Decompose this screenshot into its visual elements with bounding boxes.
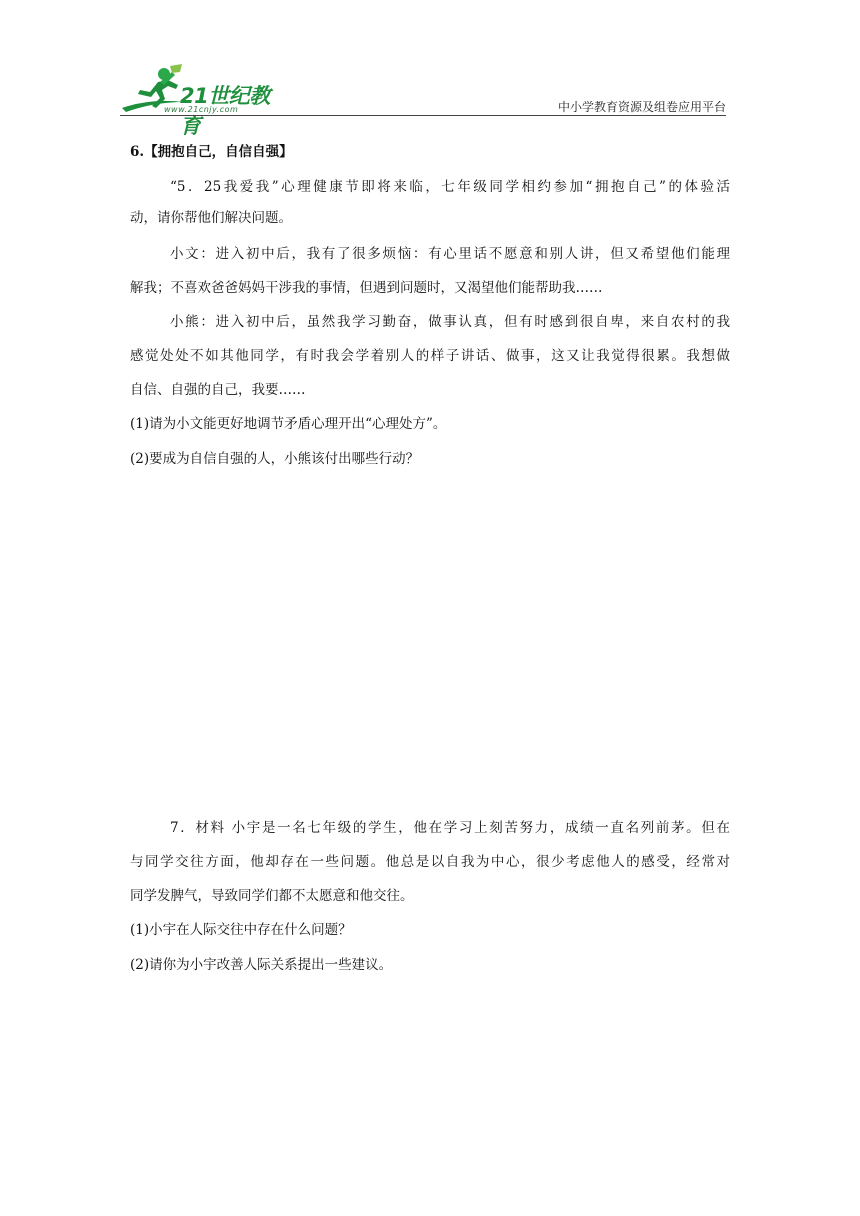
q6-subquestion-2: (2)要成为自信自强的人，小熊该付出哪些行动？ [130,451,420,467]
q7-subquestion-1: (1)小宇在人际交往中存在什么问题？ [130,922,352,938]
q6-xiaoxiong-line: 自信、自强的自己，我要…… [130,382,306,398]
logo [120,62,290,138]
logo-text: 21世纪教育 [180,84,270,138]
platform-label: 中小学教育资源及组卷应用平台 [557,100,726,114]
q6-intro-line: 动，请你帮他们解决问题。 [130,210,292,226]
q7-material-line: 与同学交往方面，他却存在一些问题。他总是以自我为中心，很少考虑他人的感受，经常对 [130,854,730,870]
header-divider [120,115,726,116]
q6-title: 6.【拥抱自己，自信自强】 [130,144,293,160]
q6-xiaowen-line: 小文：进入初中后，我有了很多烦恼：有心里话不愿意和别人讲，但又希望他们能理 [170,246,730,262]
logo-url: www.21cnjy.com [164,105,239,114]
q7-subquestion-2: (2)请你为小宇改善人际关系提出一些建议。 [130,957,393,973]
q6-xiaowen-line: 解我；不喜欢爸爸妈妈干涉我的事情，但遇到问题时，又渴望他们能帮助我…… [130,280,603,296]
q6-subquestion-1: (1)请为小文能更好地调节矛盾心理开出“心理处方”。 [130,416,447,432]
q7-material-line: 同学发脾气，导致同学们都不太愿意和他交往。 [130,888,414,904]
page-header [120,62,726,138]
q6-xiaoxiong-line: 小熊：进入初中后，虽然我学习勤奋，做事认真，但有时感到很自卑，来自农村的我 [170,314,730,330]
q7-material-line: 7．材料 小宇是一名七年级的学生，他在学习上刻苦努力，成绩一直名列前茅。但在 [170,820,730,836]
q6-xiaoxiong-line: 感觉处处不如其他同学，有时我会学着别人的样子讲话、做事，这又让我觉得很累。我想做 [130,348,730,364]
q6-intro-line: “5．25我爱我”心理健康节即将来临，七年级同学相约参加“拥抱自己”的体验活 [170,179,730,195]
